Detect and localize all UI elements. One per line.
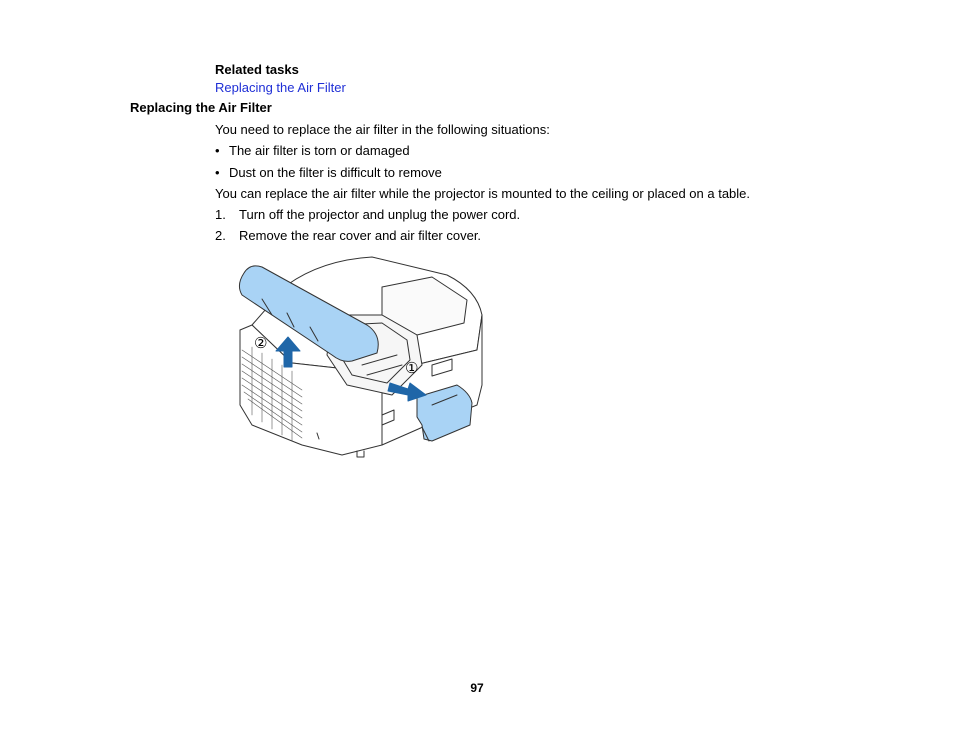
related-tasks-heading: Related tasks	[215, 62, 299, 77]
list-item	[215, 143, 410, 159]
note-text: You can replace the air filter while the projector is mounted to the ceiling or placed on a table.	[215, 186, 751, 201]
page-number: 97	[470, 681, 484, 695]
step-item	[215, 207, 520, 223]
step-number: 2.	[215, 228, 226, 243]
step-item	[215, 228, 481, 244]
intro-text: You need to replace the air filter in the following situations:	[215, 122, 550, 137]
projector-illustration	[232, 255, 494, 461]
list-item-text: The air filter is torn or damaged	[229, 143, 410, 158]
projector-illustration-svg	[232, 255, 494, 461]
bullet-mark: •	[215, 165, 220, 180]
list-item	[215, 165, 442, 181]
bullet-mark: •	[215, 143, 220, 158]
callout-2: ②	[254, 334, 268, 352]
step-text: Remove the rear cover and air filter cover.	[239, 228, 482, 243]
step-number: 1.	[215, 207, 226, 222]
callout-1: ①	[405, 359, 419, 377]
section-title: Replacing the Air Filter	[130, 100, 272, 115]
step-text: Turn off the projector and unplug the power cord.	[239, 207, 521, 222]
list-item-text: Dust on the filter is difficult to remove	[229, 165, 442, 180]
replacing-air-filter-link[interactable]: Replacing the Air Filter	[215, 80, 346, 95]
